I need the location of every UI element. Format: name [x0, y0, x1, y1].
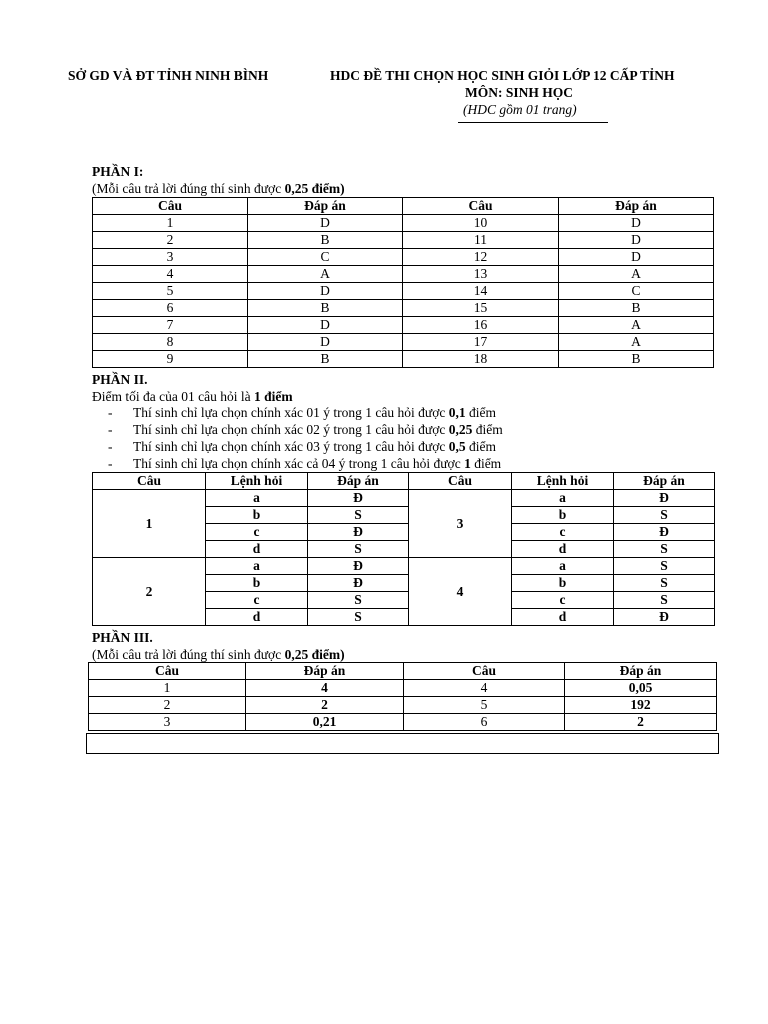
header-exam-title: HDC ĐỀ THI CHỌN HỌC SINH GIỎI LỚP 12 CẤP TỈNH [330, 68, 675, 83]
bullet-unit: điểm [465, 405, 496, 420]
part2-answer-table [92, 472, 715, 626]
bullet-unit: điểm [472, 422, 503, 437]
table-cell: B [248, 300, 403, 317]
table-cell: 4 [93, 266, 248, 283]
list-item [108, 421, 503, 438]
table-row [93, 558, 715, 575]
part2-intro: Điểm tối đa của 01 câu hỏi là 1 điểm [92, 389, 293, 404]
answer-cell: S [614, 592, 715, 609]
table-cell: D [559, 249, 714, 266]
statement-letter: b [512, 575, 614, 592]
table-cell: 3 [93, 249, 248, 266]
answer-cell: S [308, 609, 409, 626]
part1-title: PHẦN I: [92, 164, 144, 179]
table-cell: 14 [403, 283, 559, 300]
table-cell: 3 [89, 714, 246, 731]
part2-title: PHẦN II. [92, 372, 148, 387]
answer-cell: S [614, 558, 715, 575]
table-cell: D [248, 283, 403, 300]
column-header: Câu [409, 473, 512, 490]
part3-note: (Mỗi câu trả lời đúng thí sinh được 0,25 điểm) [92, 647, 345, 662]
answer-cell: Đ [308, 490, 409, 507]
table-cell: D [559, 215, 714, 232]
column-header: Đáp án [248, 198, 403, 215]
table-row [93, 317, 714, 334]
list-item [108, 438, 503, 455]
answer-cell: Đ [614, 524, 715, 541]
header-page-note: (HDC gồm 01 trang) [463, 102, 577, 117]
column-header: Câu [93, 473, 206, 490]
bullet-text: Thí sinh chỉ lựa chọn chính xác cả 04 ý trong 1 câu hỏi được [133, 456, 465, 471]
table-row [93, 283, 714, 300]
statement-letter: a [206, 490, 308, 507]
bullet-dash: - [108, 405, 113, 420]
column-header: Đáp án [559, 198, 714, 215]
bullet-dash: - [108, 456, 113, 471]
statement-letter: b [206, 507, 308, 524]
table-row [93, 266, 714, 283]
table-cell: B [559, 300, 714, 317]
statement-letter: c [206, 524, 308, 541]
question-number: 4 [409, 558, 512, 626]
header-subject: MÔN: SINH HỌC [465, 85, 573, 100]
bullet-text: Thí sinh chỉ lựa chọn chính xác 03 ý trong 1 câu hỏi được [133, 439, 449, 454]
table-cell: 8 [93, 334, 248, 351]
table-cell: 6 [93, 300, 248, 317]
table-cell: D [248, 317, 403, 334]
statement-letter: c [206, 592, 308, 609]
answer-cell: S [614, 575, 715, 592]
bullet-score: 0,1 [448, 405, 466, 420]
empty-table-row [86, 733, 719, 754]
bullet-score: 1 [464, 456, 471, 471]
table-cell: A [559, 334, 714, 351]
table-cell: 12 [403, 249, 559, 266]
table-cell: D [559, 232, 714, 249]
part2-scoring-list [108, 404, 503, 472]
table-cell: D [248, 334, 403, 351]
table-row [93, 249, 714, 266]
question-number: 3 [409, 490, 512, 558]
answer-cell: S [614, 541, 715, 558]
table-row [93, 334, 714, 351]
statement-letter: b [512, 507, 614, 524]
bullet-text: Thí sinh chỉ lựa chọn chính xác 02 ý trong 1 câu hỏi được [133, 422, 449, 437]
statement-letter: d [512, 609, 614, 626]
table-cell: 9 [93, 351, 248, 368]
table-cell: 4 [246, 680, 404, 697]
table-cell: 5 [93, 283, 248, 300]
statement-letter: a [512, 490, 614, 507]
table-cell: C [559, 283, 714, 300]
table-cell: 4 [404, 680, 565, 697]
table-cell: 7 [93, 317, 248, 334]
statement-letter: a [512, 558, 614, 575]
part1-answer-table [92, 197, 714, 368]
column-header: Câu [403, 198, 559, 215]
table-cell: 5 [404, 697, 565, 714]
part3-title: PHẦN III. [92, 630, 153, 645]
table-row [93, 232, 714, 249]
table-cell: 192 [565, 697, 717, 714]
bullet-score: 0,5 [448, 439, 466, 454]
list-item [108, 455, 503, 472]
table-cell: 10 [403, 215, 559, 232]
bullet-dash: - [108, 422, 113, 437]
statement-letter: c [512, 524, 614, 541]
table-cell: 6 [404, 714, 565, 731]
table-cell: A [248, 266, 403, 283]
table-cell: 17 [403, 334, 559, 351]
bullet-unit: điểm [465, 439, 496, 454]
statement-letter: d [512, 541, 614, 558]
column-header: Câu [89, 663, 246, 680]
answer-cell: Đ [308, 524, 409, 541]
statement-letter: d [206, 541, 308, 558]
table-row [93, 215, 714, 232]
header-underline [458, 122, 608, 123]
column-header: Đáp án [565, 663, 717, 680]
table-cell: 2 [565, 714, 717, 731]
answer-cell: S [308, 507, 409, 524]
header-department: SỞ GD VÀ ĐT TỈNH NINH BÌNH [68, 68, 269, 83]
table-row [89, 714, 717, 731]
list-item [108, 404, 503, 421]
table-cell: A [559, 266, 714, 283]
table-cell: 13 [403, 266, 559, 283]
table-row [93, 300, 714, 317]
column-header: Câu [404, 663, 565, 680]
bullet-dash: - [108, 439, 113, 454]
statement-letter: d [206, 609, 308, 626]
answer-cell: Đ [614, 490, 715, 507]
bullet-unit: điểm [470, 456, 502, 471]
column-header: Đáp án [308, 473, 409, 490]
answer-cell: S [614, 507, 715, 524]
answer-cell: S [308, 541, 409, 558]
table-cell: 2 [246, 697, 404, 714]
table-cell: B [248, 351, 403, 368]
table-cell: 2 [89, 697, 246, 714]
answer-cell: Đ [308, 575, 409, 592]
table-cell: 18 [403, 351, 559, 368]
table-cell: 15 [403, 300, 559, 317]
table-row [93, 351, 714, 368]
table-cell: 1 [89, 680, 246, 697]
bullet-text: Thí sinh chỉ lựa chọn chính xác 01 ý trong 1 câu hỏi được [133, 405, 449, 420]
table-cell: 16 [403, 317, 559, 334]
table-cell: B [559, 351, 714, 368]
table-cell: C [248, 249, 403, 266]
column-header: Câu [93, 198, 248, 215]
table-row [93, 490, 715, 507]
answer-cell: Đ [308, 558, 409, 575]
table-cell: 1 [93, 215, 248, 232]
column-header: Lệnh hỏi [512, 473, 614, 490]
table-cell: 0,21 [246, 714, 404, 731]
table-cell: A [559, 317, 714, 334]
table-row [89, 680, 717, 697]
table-cell: D [248, 215, 403, 232]
table-row [89, 697, 717, 714]
column-header: Lệnh hỏi [206, 473, 308, 490]
part3-answer-table [88, 662, 717, 731]
column-header: Đáp án [614, 473, 715, 490]
table-cell: B [248, 232, 403, 249]
table-cell: 11 [403, 232, 559, 249]
question-number: 1 [93, 490, 206, 558]
bullet-score: 0,25 [448, 422, 473, 437]
answer-cell: S [308, 592, 409, 609]
table-cell: 0,05 [565, 680, 717, 697]
part1-note: (Mỗi câu trả lời đúng thí sinh được 0,25 điểm) [92, 181, 345, 196]
table-cell: 2 [93, 232, 248, 249]
question-number: 2 [93, 558, 206, 626]
column-header: Đáp án [246, 663, 404, 680]
statement-letter: a [206, 558, 308, 575]
answer-cell: Đ [614, 609, 715, 626]
statement-letter: c [512, 592, 614, 609]
statement-letter: b [206, 575, 308, 592]
